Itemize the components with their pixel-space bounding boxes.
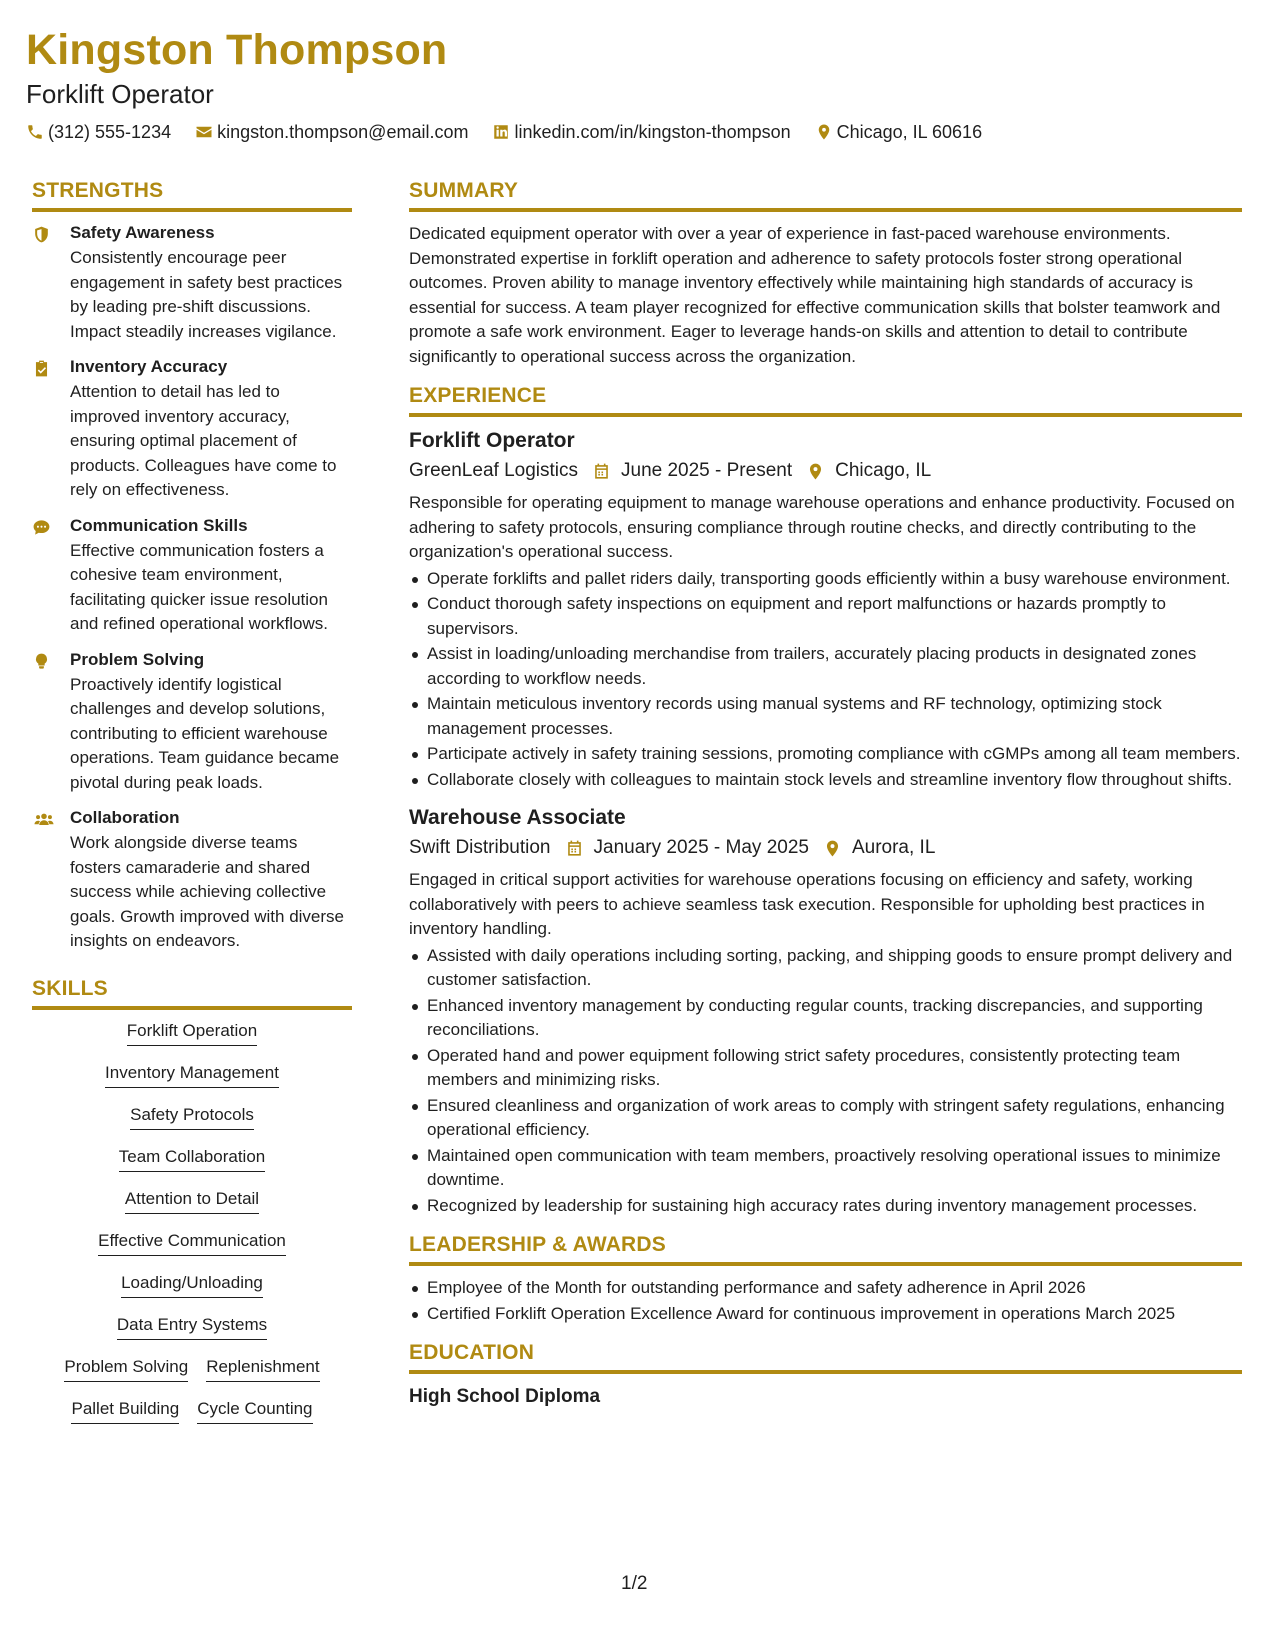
strength-desc: Work alongside diverse teams fosters camaraderie and shared success while achieving collective goals. Growth improved with diverse insights on endeavors.	[70, 833, 345, 950]
education-heading: EDUCATION	[409, 1340, 1242, 1374]
list-item: Operated hand and power equipment following strict safety procedures, consistently protecting team members and minimizing risks.	[409, 1044, 1242, 1093]
skill-tag: Cycle Counting	[197, 1398, 312, 1424]
list-item: Enhanced inventory management by conducting regular counts, tracking discrepancies, and supporting reconciliations.	[409, 994, 1242, 1043]
resume-header	[26, 22, 1246, 144]
job-title: Warehouse Associate	[409, 806, 626, 829]
strengths-heading: STRENGTHS	[32, 178, 352, 212]
list-item: Recognized by leadership for sustaining high accuracy rates during inventory management processes.	[409, 1194, 1242, 1219]
experience-heading: EXPERIENCE	[409, 383, 1242, 417]
job-location-group	[823, 834, 935, 862]
skill-tag: Inventory Management	[105, 1062, 279, 1088]
job-meta	[409, 834, 1242, 862]
lightbulb-icon	[32, 652, 51, 671]
phone-text: (312) 555-1234	[48, 122, 172, 142]
summary-heading: SUMMARY	[409, 178, 1242, 212]
skill-tag: Loading/Unloading	[121, 1272, 263, 1298]
contact-email[interactable]	[195, 120, 468, 144]
strength-title: Problem Solving	[70, 649, 205, 669]
list-item: Assist in loading/unloading merchandise from trailers, accurately placing products in designated zones according to workflow needs.	[409, 642, 1242, 691]
clipboard-check-icon	[32, 359, 51, 378]
users-icon	[32, 810, 56, 829]
list-item: Ensured cleanliness and organization of work areas to comply with stringent safety regulations, enhancing operational efficiency.	[409, 1094, 1242, 1143]
skill-tag: Safety Protocols	[130, 1104, 254, 1130]
list-item: Maintain meticulous inventory records using manual systems and RF technology, optimizing stock management processes.	[409, 692, 1242, 741]
map-pin-icon	[806, 462, 825, 481]
job-meta	[409, 457, 1242, 485]
job-dates: January 2025 - May 2025	[593, 837, 809, 858]
skills-list	[32, 1020, 352, 1424]
list-item: Operate forklifts and pallet riders daily, transporting goods efficiently within a busy warehouse environment.	[409, 567, 1242, 592]
job-company: GreenLeaf Logistics	[409, 460, 578, 481]
strength-desc: Effective communication fosters a cohesive team environment, facilitating quicker issue resolution and refined operational workflows.	[70, 540, 328, 633]
skill-tag: Forklift Operation	[127, 1020, 257, 1046]
skill-tag: Effective Communication	[98, 1230, 286, 1256]
strength-desc: Consistently encourage peer engagement in safety best practices by leading pre-shift discussions. Impact steadily increases vigilance.	[70, 248, 343, 341]
job-description: Responsible for operating equipment to manage warehouse operations and enhance productivity. Focused on adhering to safety protocols, ensuring compliance through routine checks, and directly contributing to the organization's operational success.	[409, 493, 1235, 561]
strength-title: Collaboration	[70, 808, 180, 827]
skill-tag: Attention to Detail	[125, 1188, 259, 1214]
skill-tag: Team Collaboration	[119, 1146, 265, 1172]
job-title: Forklift Operator	[409, 429, 575, 452]
strength-desc: Attention to detail has led to improved inventory accuracy, ensuring optimal placement of products. Colleagues have come to rely on effectiveness.	[70, 382, 337, 499]
list-item: Maintained open communication with team members, proactively resolving operational issues to minimize downtime.	[409, 1144, 1242, 1193]
linkedin-text[interactable]: linkedin.com/in/kingston-thompson	[514, 122, 791, 142]
job-bullets	[409, 944, 1242, 1219]
strength-desc: Proactively identify logistical challenges and develop solutions, contributing to efficient warehouse operations. Team guidance became pivotal during peak loads.	[70, 674, 340, 792]
left-column	[32, 178, 352, 1440]
contact-linkedin[interactable]	[492, 120, 790, 144]
contact-location	[815, 120, 982, 144]
job-description: Engaged in critical support activities for warehouse operations focusing on efficiency and safety, working collaboratively with peers to achieve seamless task execution. Responsible for upholding best practices in inventory handling.	[409, 870, 1205, 938]
job-bullets	[409, 567, 1242, 793]
contact-bar	[26, 120, 1246, 144]
strength-item	[32, 649, 352, 796]
right-column	[409, 178, 1242, 1410]
page-number: 1/2	[621, 1573, 648, 1594]
skill-tag: Data Entry Systems	[117, 1314, 267, 1340]
shield-icon	[32, 225, 51, 244]
chat-icon	[32, 518, 51, 537]
education-degree: High School Diploma	[409, 1386, 601, 1407]
list-item: Collaborate closely with colleagues to maintain stock levels and streamline inventory flow throughout shifts.	[409, 768, 1242, 793]
strength-item	[32, 222, 352, 344]
list-item: Assisted with daily operations including sorting, packing, and shipping goods to ensure prompt delivery and customer satisfaction.	[409, 944, 1242, 993]
list-item: Conduct thorough safety inspections on equipment and report malfunctions or hazards promptly to supervisors.	[409, 592, 1242, 641]
list-item: Certified Forklift Operation Excellence Award for continuous improvement in operations March 2025	[409, 1302, 1242, 1327]
awards-list	[409, 1276, 1242, 1326]
skills-heading: SKILLS	[32, 976, 352, 1010]
job-location: Aurora, IL	[851, 837, 936, 858]
strength-item	[32, 356, 352, 503]
envelope-icon	[195, 123, 213, 141]
strength-title: Inventory Accuracy	[70, 357, 228, 376]
summary-text: Dedicated equipment operator with over a year of experience in fast-paced warehouse environments. Demonstrated expertise in forklift operation and adherence to safety protocols foster strong operational outcomes. Proven ability to manage inventory effectively while maintaining high standards of accuracy is essential for success. A team player recognized for effective communication skills that bolster teamwork and promote a safe work environment. Eager to leverage hands-on skills and attention to detail to contribute significantly to operational success across the organization.	[409, 224, 1221, 366]
linkedin-icon	[492, 123, 510, 141]
list-item: Employee of the Month for outstanding performance and safety adherence in April 2026	[409, 1276, 1242, 1301]
job-dates: June 2025 - Present	[621, 460, 793, 481]
job-entry	[409, 804, 1242, 1218]
map-pin-icon	[823, 839, 842, 858]
skill-tag: Pallet Building	[71, 1398, 179, 1424]
email-text[interactable]: kingston.thompson@email.com	[217, 122, 469, 142]
candidate-name: Kingston Thompson	[26, 26, 448, 74]
location-text: Chicago, IL 60616	[836, 122, 983, 142]
strength-title: Communication Skills	[70, 515, 248, 535]
job-dates-group	[592, 457, 792, 485]
calendar-icon	[565, 839, 584, 858]
job-entry	[409, 427, 1242, 792]
list-item: Participate actively in safety training sessions, promoting compliance with cGMPs among all team members.	[409, 742, 1242, 767]
map-pin-icon	[815, 123, 833, 141]
skill-tag: Replenishment	[206, 1356, 319, 1382]
contact-phone	[26, 120, 171, 144]
job-dates-group	[565, 834, 809, 862]
job-company: Swift Distribution	[409, 837, 551, 858]
skill-tag: Problem Solving	[64, 1356, 188, 1382]
strength-item	[32, 807, 352, 954]
awards-heading: LEADERSHIP & AWARDS	[409, 1232, 1242, 1266]
calendar-icon	[592, 462, 611, 481]
strength-title: Safety Awareness	[70, 223, 215, 242]
job-location: Chicago, IL	[835, 460, 932, 481]
job-location-group	[806, 457, 931, 485]
strength-item	[32, 515, 352, 637]
candidate-title: Forklift Operator	[26, 79, 214, 109]
phone-icon	[26, 123, 44, 141]
